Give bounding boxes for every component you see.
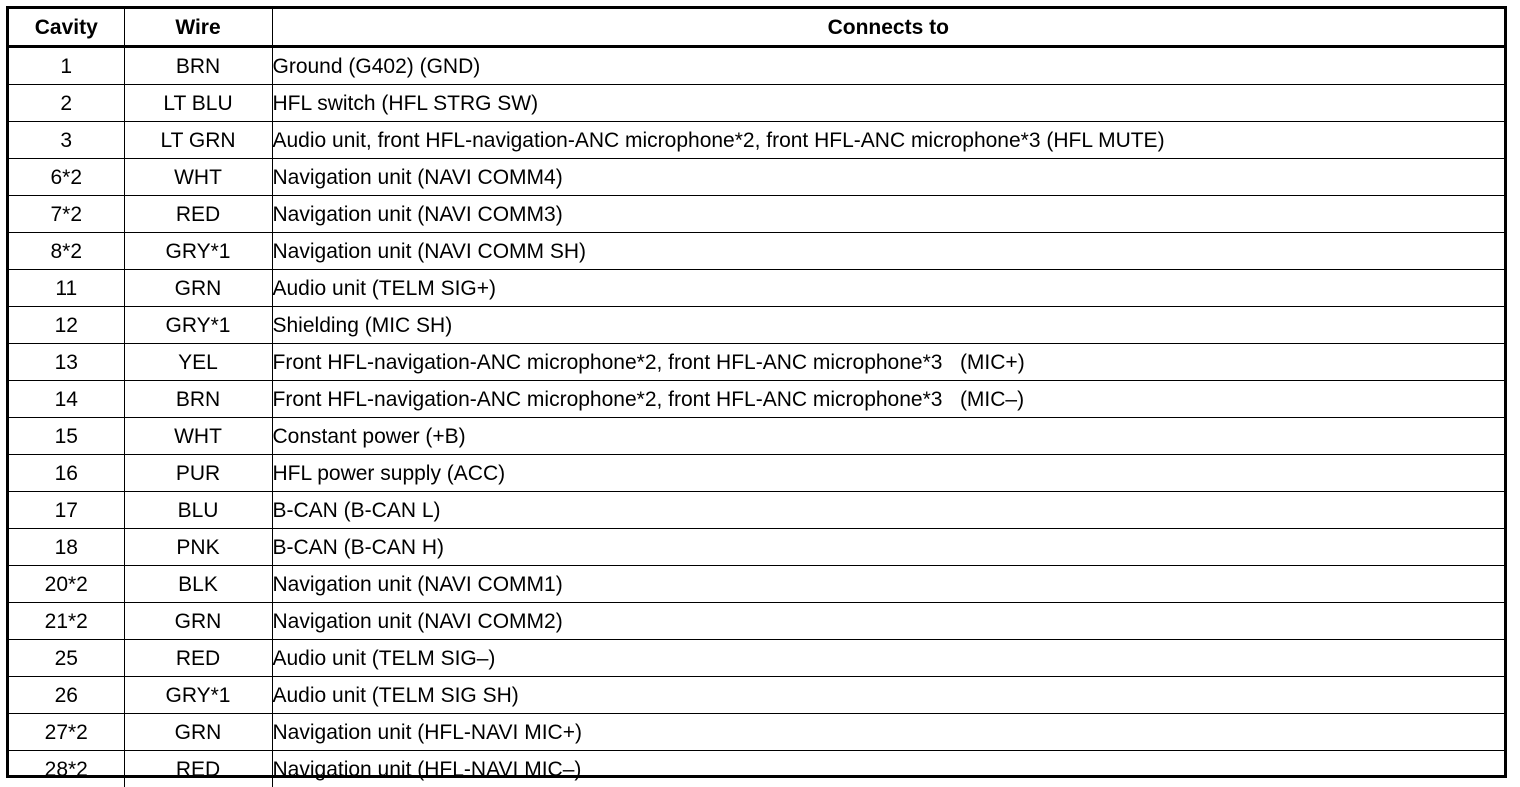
table-row — [9, 344, 1504, 381]
connector-pinout-sheet — [6, 6, 1507, 778]
table-row — [9, 529, 1504, 566]
cavity-cell: 14 — [9, 381, 124, 418]
connects-to-cell: Navigation unit (NAVI COMM1) — [272, 566, 1504, 603]
cavity-cell: 11 — [9, 270, 124, 307]
table-body — [9, 47, 1504, 787]
cavity-cell: 16 — [9, 455, 124, 492]
connects-to-cell: Navigation unit (NAVI COMM4) — [272, 159, 1504, 196]
connects-to-cell: Front HFL-navigation-ANC microphone*2, front HFL-ANC microphone*3 (MIC+) — [272, 344, 1504, 381]
cavity-cell: 17 — [9, 492, 124, 529]
table-header-row — [9, 9, 1504, 47]
table-row — [9, 677, 1504, 714]
connects-to-cell: HFL switch (HFL STRG SW) — [272, 85, 1504, 122]
table-row — [9, 85, 1504, 122]
wire-cell: YEL — [124, 344, 272, 381]
table-row — [9, 714, 1504, 751]
cavity-cell: 28*2 — [9, 751, 124, 787]
table-row — [9, 751, 1504, 787]
cavity-cell: 25 — [9, 640, 124, 677]
wire-cell: PNK — [124, 529, 272, 566]
connects-to-cell: Navigation unit (NAVI COMM2) — [272, 603, 1504, 640]
table-row — [9, 381, 1504, 418]
wire-cell: RED — [124, 640, 272, 677]
wire-cell: GRY*1 — [124, 677, 272, 714]
wire-cell: WHT — [124, 418, 272, 455]
connects-to-cell: B-CAN (B-CAN L) — [272, 492, 1504, 529]
table-row — [9, 270, 1504, 307]
table-row — [9, 159, 1504, 196]
connects-to-cell: Navigation unit (HFL-NAVI MIC+) — [272, 714, 1504, 751]
table-row — [9, 233, 1504, 270]
wire-cell: GRY*1 — [124, 307, 272, 344]
cavity-cell: 21*2 — [9, 603, 124, 640]
connects-to-cell: Audio unit (TELM SIG–) — [272, 640, 1504, 677]
cavity-cell: 8*2 — [9, 233, 124, 270]
table-row — [9, 492, 1504, 529]
cavity-cell: 27*2 — [9, 714, 124, 751]
wire-cell: LT BLU — [124, 85, 272, 122]
table-row — [9, 196, 1504, 233]
header-connects-to: Connects to — [272, 9, 1504, 47]
connects-to-cell: Front HFL-navigation-ANC microphone*2, front HFL-ANC microphone*3 (MIC–) — [272, 381, 1504, 418]
wire-cell: RED — [124, 196, 272, 233]
table-row — [9, 122, 1504, 159]
connects-to-cell: Navigation unit (NAVI COMM3) — [272, 196, 1504, 233]
wire-cell: BLK — [124, 566, 272, 603]
connects-to-cell: B-CAN (B-CAN H) — [272, 529, 1504, 566]
wire-cell: WHT — [124, 159, 272, 196]
wire-cell: GRN — [124, 714, 272, 751]
table-row — [9, 47, 1504, 85]
header-wire: Wire — [124, 9, 272, 47]
wire-cell: LT GRN — [124, 122, 272, 159]
cavity-cell: 18 — [9, 529, 124, 566]
wire-cell: BRN — [124, 381, 272, 418]
connects-to-cell: Shielding (MIC SH) — [272, 307, 1504, 344]
cavity-cell: 3 — [9, 122, 124, 159]
header-cavity: Cavity — [9, 9, 124, 47]
cavity-cell: 15 — [9, 418, 124, 455]
connects-to-cell: Audio unit (TELM SIG+) — [272, 270, 1504, 307]
connects-to-cell: Navigation unit (HFL-NAVI MIC–) — [272, 751, 1504, 787]
wire-cell: BLU — [124, 492, 272, 529]
cavity-cell: 20*2 — [9, 566, 124, 603]
connects-to-cell: Audio unit, front HFL-navigation-ANC microphone*2, front HFL-ANC microphone*3 (HFL MUTE) — [272, 122, 1504, 159]
wire-cell: GRY*1 — [124, 233, 272, 270]
wire-cell: GRN — [124, 270, 272, 307]
connects-to-cell: HFL power supply (ACC) — [272, 455, 1504, 492]
wire-cell: BRN — [124, 47, 272, 85]
table-row — [9, 566, 1504, 603]
table-row — [9, 307, 1504, 344]
connects-to-cell: Audio unit (TELM SIG SH) — [272, 677, 1504, 714]
cavity-cell: 1 — [9, 47, 124, 85]
cavity-cell: 12 — [9, 307, 124, 344]
wire-cell: PUR — [124, 455, 272, 492]
connector-pinout-table — [9, 9, 1504, 787]
connects-to-cell: Ground (G402) (GND) — [272, 47, 1504, 85]
cavity-cell: 26 — [9, 677, 124, 714]
connects-to-cell: Navigation unit (NAVI COMM SH) — [272, 233, 1504, 270]
connects-to-cell: Constant power (+B) — [272, 418, 1504, 455]
cavity-cell: 2 — [9, 85, 124, 122]
cavity-cell: 6*2 — [9, 159, 124, 196]
cavity-cell: 7*2 — [9, 196, 124, 233]
table-row — [9, 455, 1504, 492]
table-row — [9, 603, 1504, 640]
cavity-cell: 13 — [9, 344, 124, 381]
wire-cell: GRN — [124, 603, 272, 640]
table-row — [9, 418, 1504, 455]
table-row — [9, 640, 1504, 677]
wire-cell: RED — [124, 751, 272, 787]
